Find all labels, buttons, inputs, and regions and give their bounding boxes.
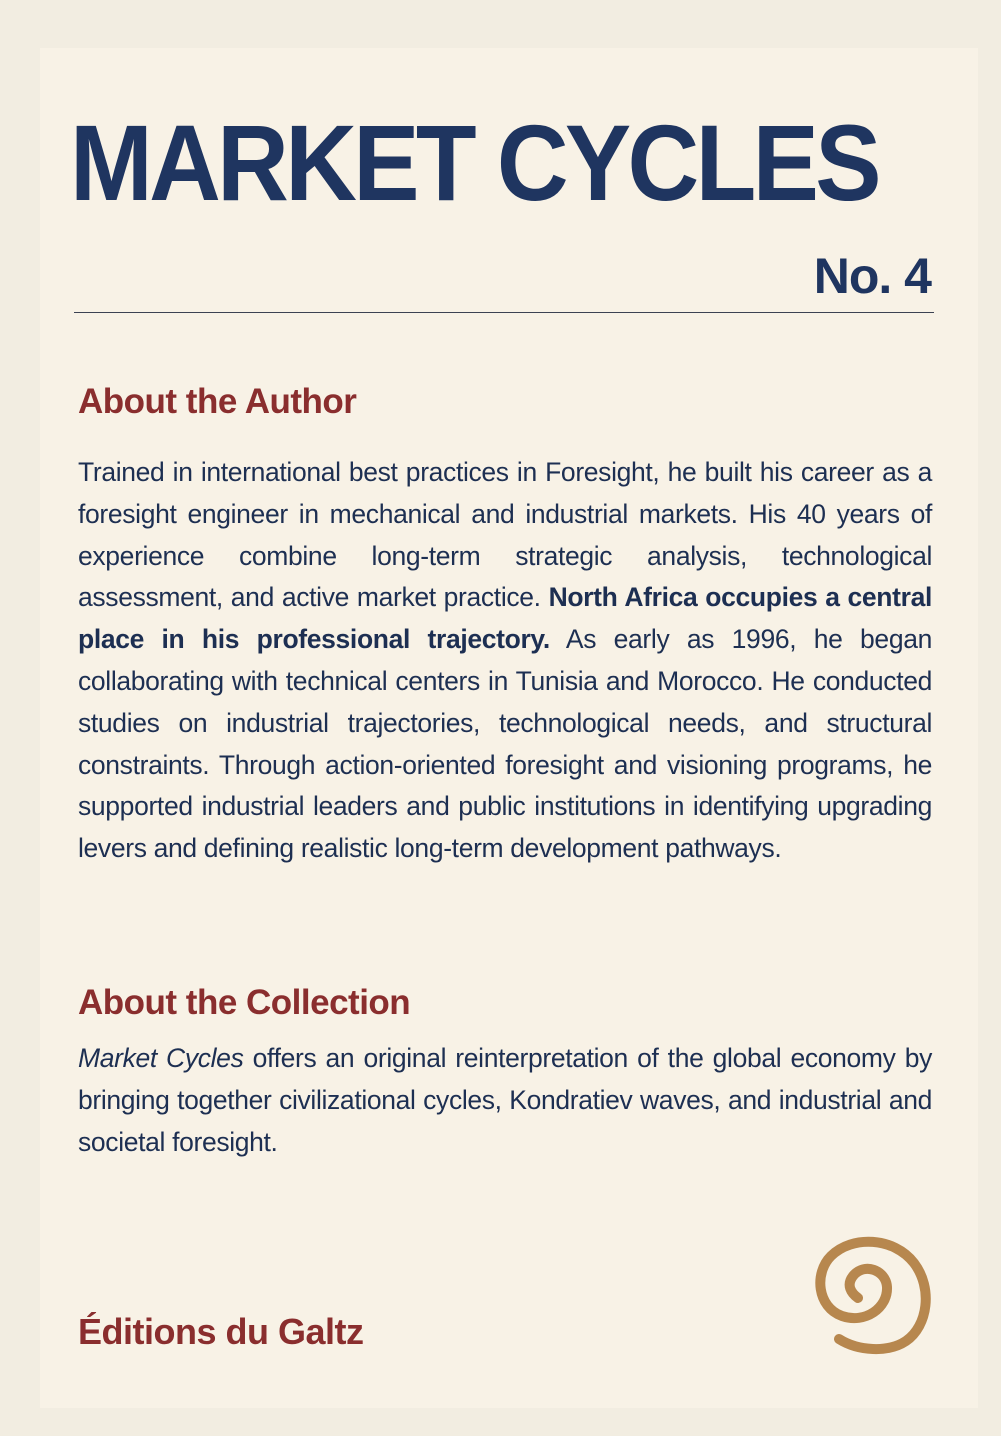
author-bio-text-1: Trained in international best practices in Foresight, he built his career as a foresight engineer in mechanical and industrial markets. His 40 years of experience combine long-term strategic analysis, technological assessment, and active market practice. <box>78 457 932 613</box>
author-bio-emphasis: North Africa occupies a central place in his professional trajectory. <box>78 582 932 655</box>
collection-description <box>78 1038 932 1163</box>
author-bio <box>78 452 932 870</box>
issue-number: No. 4 <box>813 248 931 304</box>
collection-description-text: offers an original reinterpretation of the global economy by bringing together civilizational cycles, Kondratiev waves, and industrial and societal foresight. <box>78 1043 932 1157</box>
author-bio-text-2: As early as 1996, he began collaborating with technical centers in Tunisia and Morocco. He conducted studies on industrial trajectories, technological needs, and structural constraints. Through action-oriented foresight and visioning programs, he supported industrial leaders and public institutions in identifying upgrading levers and defining realistic long-term development pathways. <box>78 624 932 864</box>
about-collection-heading: About the Collection <box>78 983 411 1022</box>
spiral-icon <box>770 1230 942 1364</box>
series-title: MARKET CYCLES <box>70 102 878 223</box>
about-author-heading: About the Author <box>78 382 357 421</box>
publisher-name: Éditions du Galtz <box>78 1311 364 1352</box>
title-divider <box>74 312 934 313</box>
collection-title-italic: Market Cycles <box>78 1043 244 1073</box>
